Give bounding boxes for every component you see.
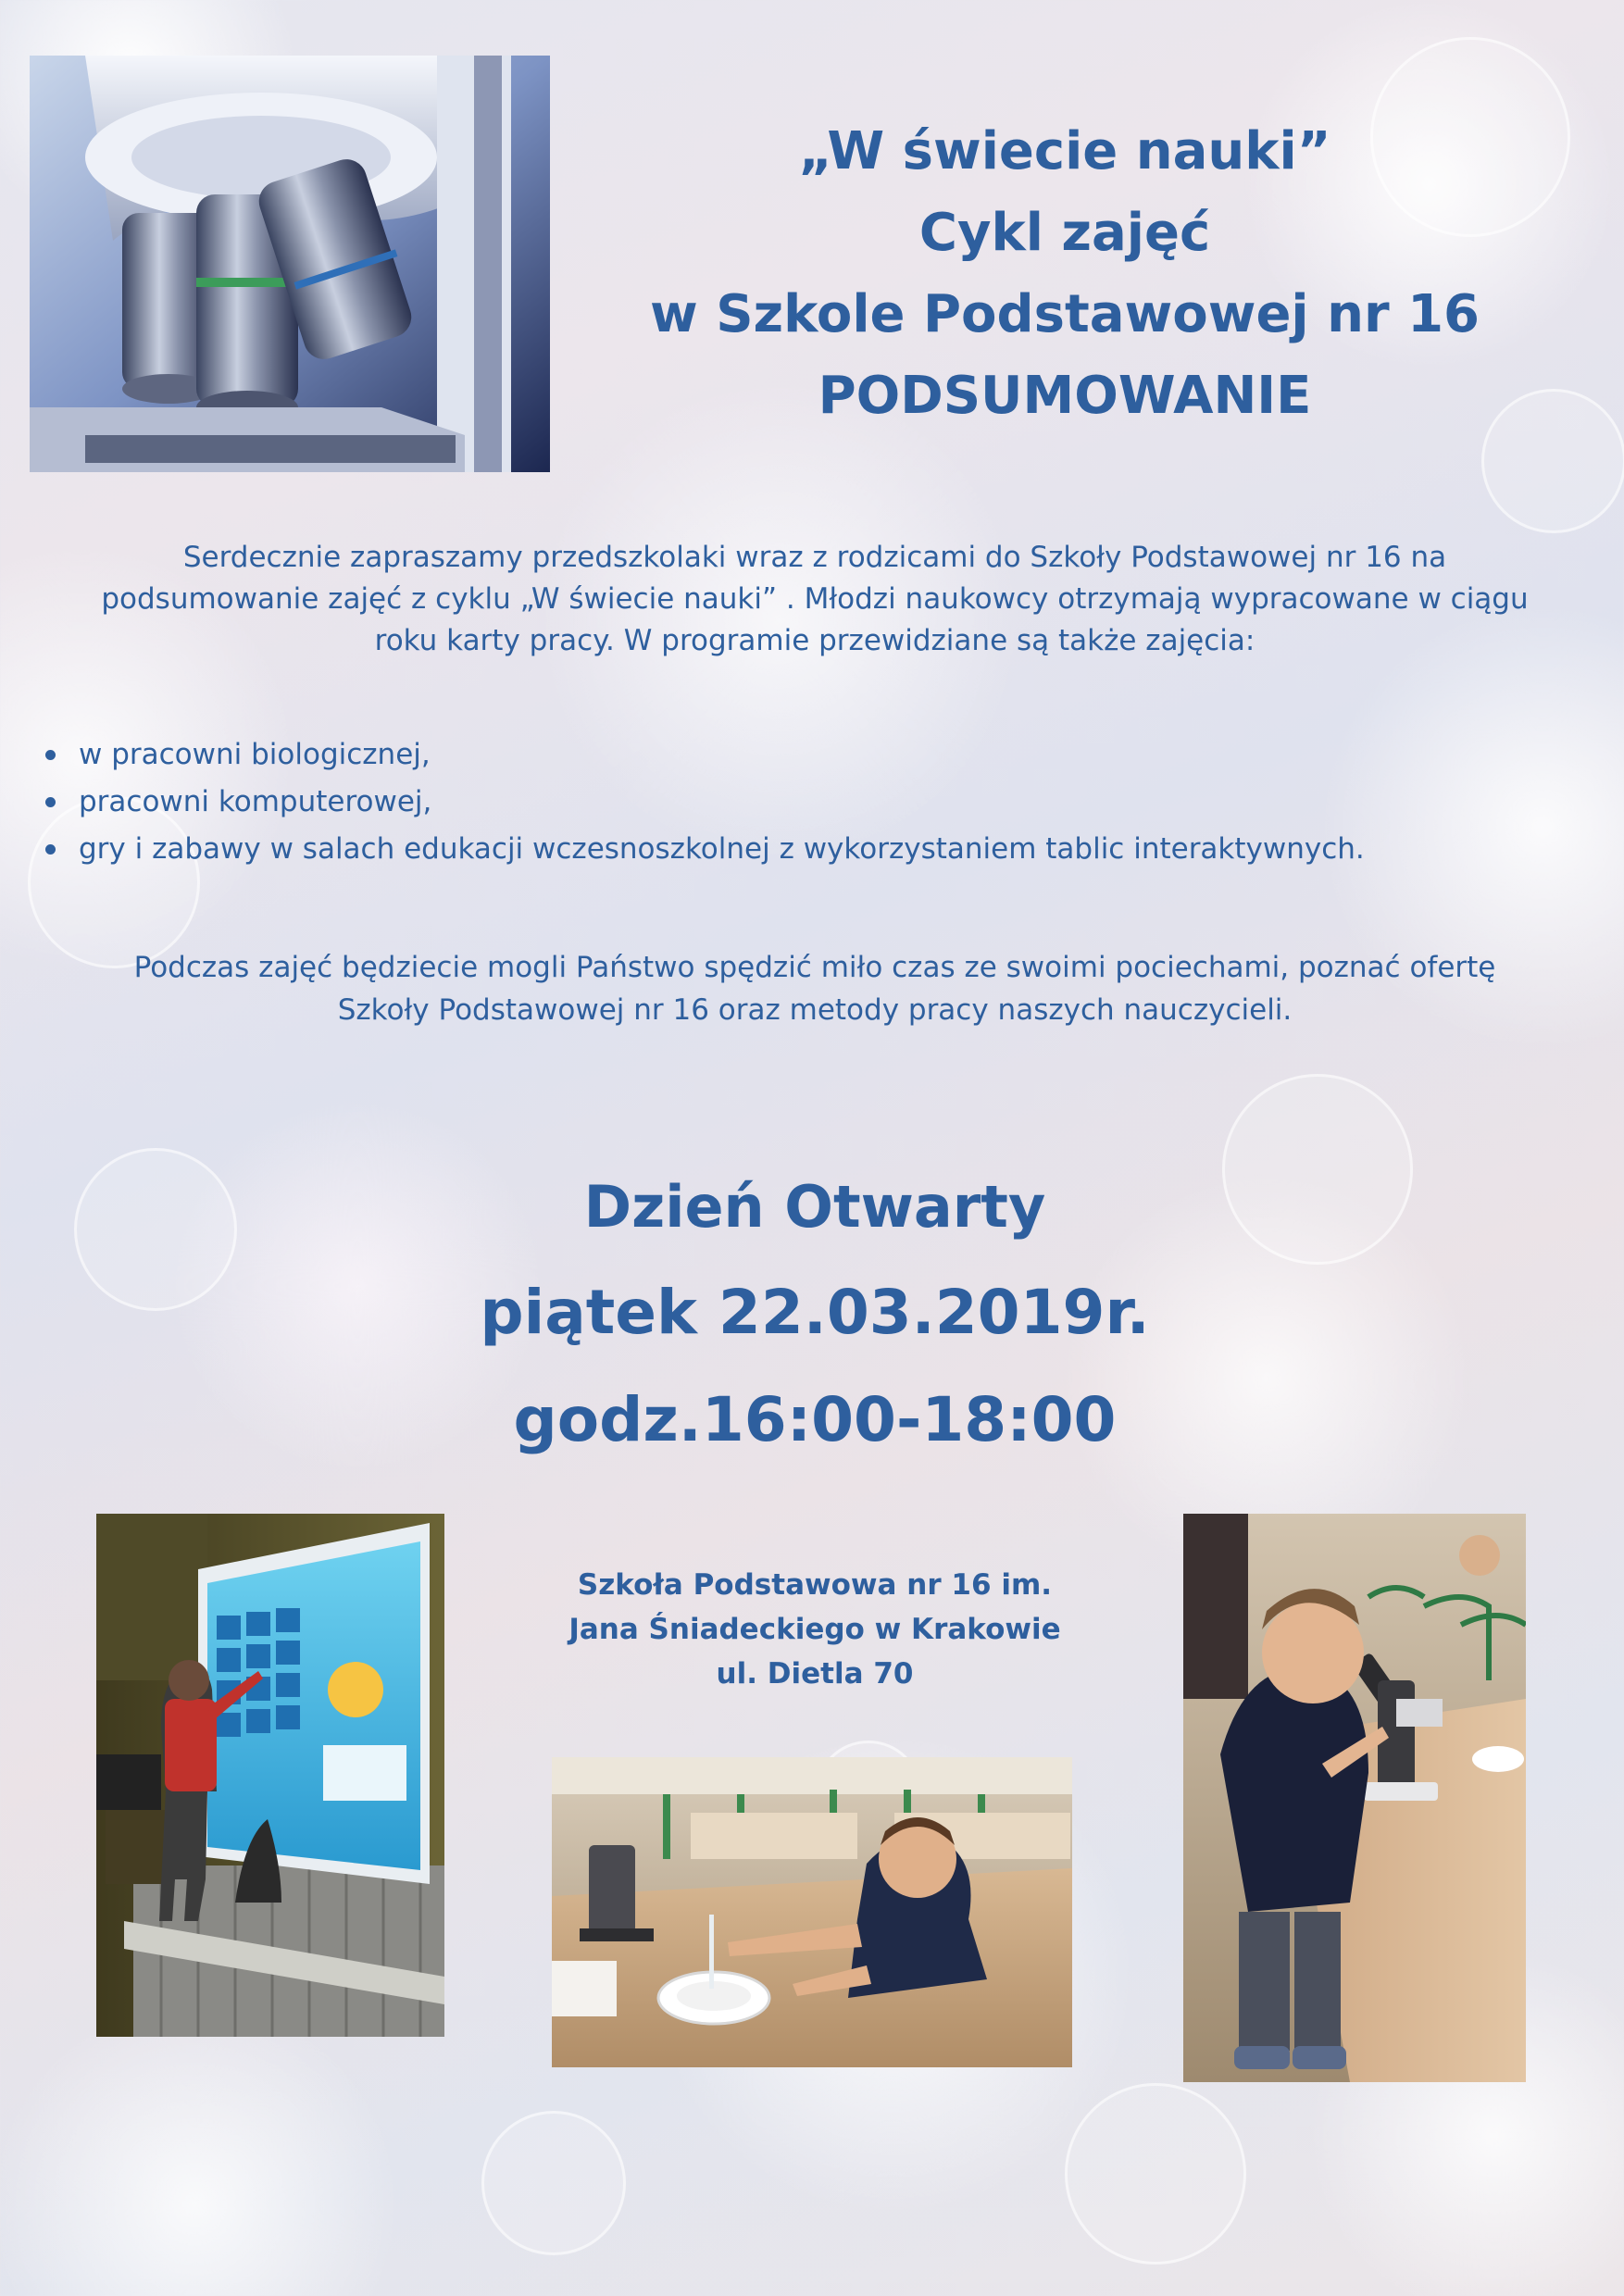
- title-line: w Szkole Podstawowej nr 16: [649, 284, 1480, 344]
- list-item-text: pracowni komputerowej,: [79, 785, 432, 818]
- microscope-photo: [30, 56, 550, 472]
- bullet-icon: [45, 844, 56, 855]
- intro-line: roku karty pracy. W programie przewidziane są także zajęcia:: [374, 624, 1255, 657]
- title-line: Cykl zajęć: [918, 203, 1211, 263]
- bokeh-decoration: [74, 1148, 237, 1311]
- address-line: Jana Śniadeckiego w Krakowie: [568, 1613, 1061, 1646]
- event-date: piątek 22.03.2019r.: [480, 1277, 1150, 1348]
- poster-title: [556, 111, 1574, 437]
- outro-line: Podczas zajęć będziecie mogli Państwo spędzić miło czas ze swoimi pociechami, poznać ofertę: [133, 951, 1496, 984]
- activities-list: [42, 731, 1365, 873]
- bullet-icon: [45, 797, 56, 807]
- intro-line: Serdecznie zapraszamy przedszkolaki wraz z rodzicami do Szkoły Podstawowej nr 16 na: [182, 541, 1447, 574]
- boy-looking-into-microscope-photo: [1183, 1514, 1526, 2082]
- bullet-icon: [45, 750, 56, 760]
- child-with-petri-dish-photo: [552, 1757, 1072, 2067]
- event-name: Dzień Otwarty: [583, 1173, 1046, 1241]
- address-line: ul. Dietla 70: [716, 1657, 914, 1691]
- child-at-interactive-whiteboard-photo: [96, 1514, 444, 2037]
- school-address: [537, 1563, 1093, 1696]
- bokeh-decoration: [1065, 2083, 1246, 2265]
- title-line: „W świecie nauki”: [798, 121, 1331, 181]
- event-details: [352, 1159, 1278, 1472]
- event-hours: godz.16:00-18:00: [513, 1384, 1117, 1455]
- list-item: [42, 826, 1365, 873]
- list-item-text: w pracowni biologicznej,: [79, 738, 431, 771]
- intro-line: podsumowanie zajęć z cyklu „W świecie nauki” . Młodzi naukowcy otrzymają wypracowane w ciągu: [101, 582, 1529, 616]
- outro-line: Szkoły Podstawowej nr 16 oraz metody pracy naszych nauczycieli.: [337, 993, 1293, 1027]
- bokeh-decoration: [481, 2111, 626, 2255]
- title-line: PODSUMOWANIE: [818, 366, 1312, 426]
- intro-paragraph: [23, 537, 1606, 662]
- list-item-text: gry i zabawy w salach edukacji wczesnoszkolnej z wykorzystaniem tablic interaktywnych.: [79, 832, 1365, 866]
- outro-paragraph: [23, 946, 1606, 1031]
- list-item: [42, 779, 1365, 826]
- list-item: [42, 731, 1365, 779]
- address-line: Szkoła Podstawowa nr 16 im.: [577, 1568, 1053, 1602]
